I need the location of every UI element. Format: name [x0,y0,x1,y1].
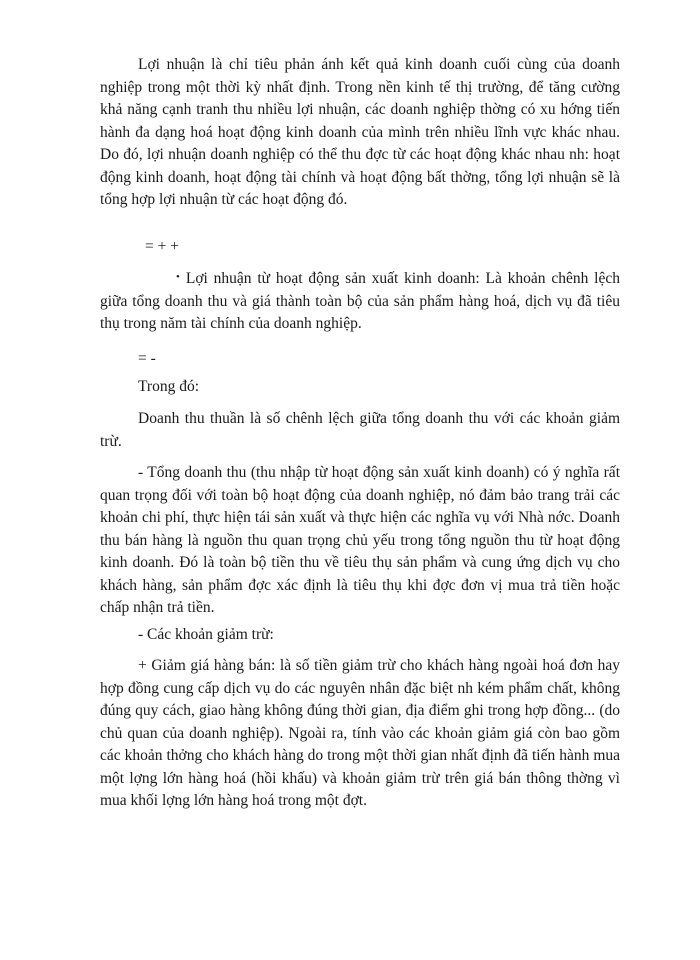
paragraph-deductions-heading: - Các khoản giảm trừ: [138,626,274,643]
formula-total-profit: = + + [145,238,179,255]
formula-business-profit: = - [138,350,156,367]
paragraph-business-profit-text: Lợi nhuận từ hoạt động sản xuất kinh doanh: Là khoản chênh lệch giữa tổng doanh thu và giá thành toàn bộ của sản phẩm hàng hoá, dịch vụ đã tiêu thụ trong năm tài chính của doanh nghiệp. [100,270,620,332]
paragraph-business-profit [100,266,620,336]
paragraph-total-revenue: - Tổng doanh thu (thu nhập từ hoạt động sản xuất kinh doanh) có ý nghĩa rất quan trọng đối với toàn bộ hoạt động của doanh nghiệp, nó đảm bảo trang trải các khoản chi phí, thực hiện tái sản xuất và thực hiện các nghĩa vụ với Nhà nớc. Doanh thu bán hàng là nguồn thu quan trọng chủ yếu trong tổng nguồn thu từ hoạt động kinh doanh. Đó là toàn bộ tiền thu về tiêu thụ sản phẩm và cung ứng dịch vụ cho khách hàng, sản phẩm đợc xác định là tiêu thụ khi đợc đơn vị mua trả tiền hoặc chấp nhận trả tiền. [100,464,620,616]
paragraph-net-revenue: Doanh thu thuần là số chênh lệch giữa tổng doanh thu với các khoản giảm trừ. [100,410,620,450]
paragraph-sales-discount: + Giảm giá hàng bán: là số tiền giảm trừ cho khách hàng ngoài hoá đơn hay hợp đồng cung cấp dịch vụ do các nguyên nhân đặc biệt nh kém phẩm chất, không đúng quy cách, giao hàng không đúng thời gian, địa điểm ghi trong hợp đồng... (do chủ quan của doanh nghiệp). Ngoài ra, tính vào các khoản giảm giá còn bao gồm các khoản thởng cho khách hàng do trong một thời gian nhất định đã tiến hành mua một lợng lớn hàng hoá (hồi khấu) và khoản giảm trừ trên giá bán thông thờng vì mua khối lợng lớn hàng hoá trong một đợt. [100,657,620,809]
paragraph-profit-definition: Lợi nhuận là chỉ tiêu phản ánh kết quả kinh doanh cuối cùng của doanh nghiệp trong một thời kỳ nhất định. Trong nền kinh tế thị trường, để tăng cường khả năng cạnh tranh thu nhiều lợi nhuận, các doanh nghiệp thờng có xu hớng tiến hành đa dạng hoá hoạt động kinh doanh của mình trên nhiều lĩnh vực khác nhau. Do đó, lợi nhuận doanh nghiệp có thể thu đợc từ các hoạt động khác nhau nh: hoạt động kinh doanh, hoạt động tài chính và hoạt động bất thờng, tổng lợi nhuận sẽ là tổng hợp lợi nhuận từ các hoạt động đó. [100,56,620,208]
paragraph-where: Trong đó: [138,378,200,395]
bullet-icon: • [176,271,180,283]
